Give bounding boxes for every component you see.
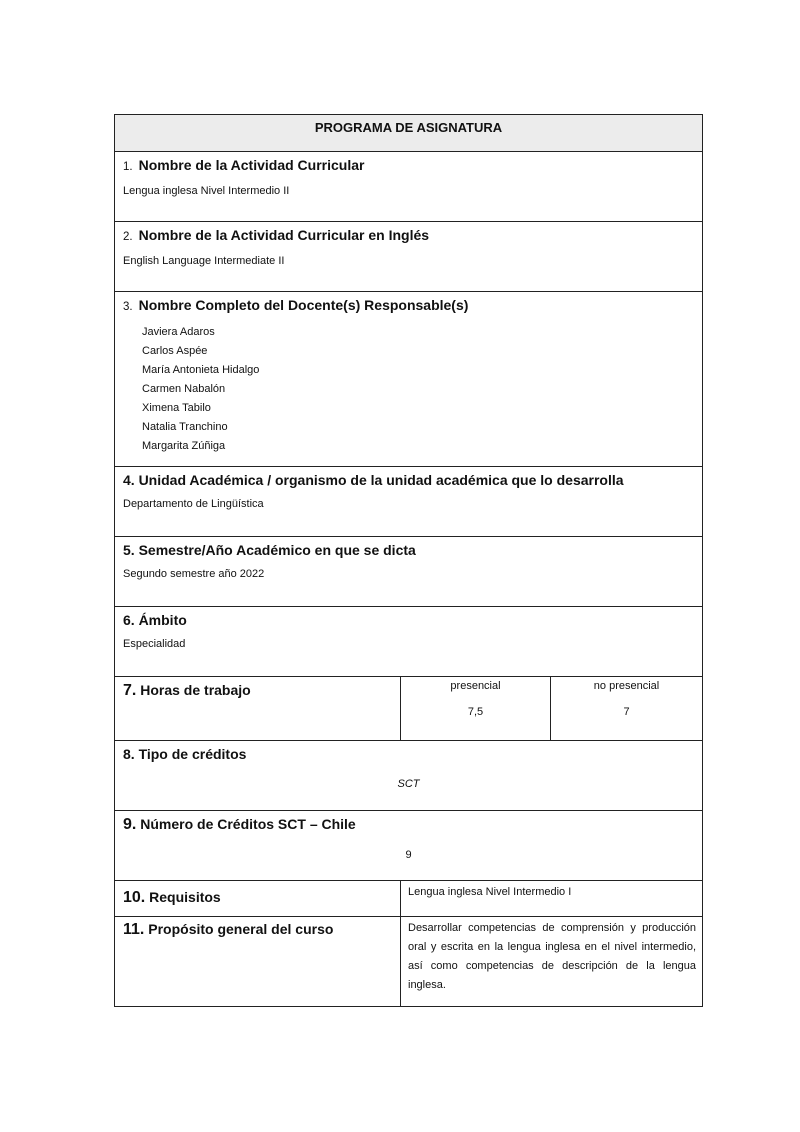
- section-1: [115, 152, 703, 222]
- section-4-heading: 4. Unidad Académica / organismo de la unidad académica que lo desarrolla: [123, 472, 624, 488]
- section-10-number: 10.: [123, 889, 146, 906]
- teacher-name: Carmen Nabalón: [142, 383, 226, 395]
- section-6-value: Especialidad: [123, 638, 186, 650]
- document-title: PROGRAMA DE ASIGNATURA: [115, 115, 703, 152]
- section-9-title: Número de Créditos SCT – Chile: [140, 816, 356, 832]
- hours-presencial-label: presencial: [450, 680, 501, 692]
- section-8-heading: 8. Tipo de créditos: [123, 746, 247, 762]
- section-10-title: Requisitos: [149, 889, 221, 905]
- section-8-value: SCT: [397, 778, 420, 790]
- section-9: [115, 811, 703, 881]
- section-2-heading: [115, 222, 702, 247]
- section-3-number: 3.: [123, 301, 133, 313]
- section-7-title: Horas de trabajo: [140, 682, 251, 698]
- hours-no-presencial-value: 7: [623, 706, 630, 718]
- section-6: [115, 607, 703, 677]
- section-3-title: Nombre Completo del Docente(s) Responsable(s): [138, 297, 469, 313]
- section-3: [115, 292, 703, 467]
- teacher-name: Javiera Adaros: [142, 326, 215, 338]
- teacher-name: Ximena Tabilo: [142, 402, 211, 414]
- section-2-number: 2.: [123, 231, 133, 243]
- section-10-value: Lengua inglesa Nivel Intermedio I: [408, 886, 572, 898]
- section-11-number: 11.: [123, 921, 145, 938]
- section-8: [115, 741, 703, 811]
- section-5-value: Segundo semestre año 2022: [123, 568, 265, 580]
- syllabus-document: [114, 114, 702, 1007]
- section-11: [115, 917, 703, 1007]
- teacher-list: [115, 317, 702, 464]
- teacher-name: Carlos Aspée: [142, 345, 208, 357]
- section-7-heading: [115, 677, 400, 701]
- section-10-heading: [115, 881, 400, 908]
- section-9-heading: [115, 811, 702, 835]
- section-7: [115, 677, 703, 741]
- section-1-title: Nombre de la Actividad Curricular: [138, 157, 365, 173]
- section-5-heading: 5. Semestre/Año Académico en que se dicta: [123, 542, 416, 558]
- section-11-value: Desarrollar competencias de comprensión y producción oral y escrita en la lengua inglesa en el nivel intermedio, así como competencias de descripción de la lengua inglesa.: [408, 922, 696, 991]
- section-10: [115, 881, 703, 917]
- section-11-title: Propósito general del curso: [148, 921, 334, 937]
- section-4-value: Departamento de Lingüística: [123, 498, 264, 510]
- hours-no-presencial-label: no presencial: [593, 680, 660, 692]
- section-3-heading: [115, 292, 702, 317]
- section-2-title: Nombre de la Actividad Curricular en Inglés: [138, 227, 430, 243]
- section-1-number: 1.: [123, 161, 133, 173]
- section-11-heading: [115, 917, 400, 940]
- section-9-number: 9.: [123, 816, 137, 833]
- section-9-value: 9: [405, 849, 412, 861]
- teacher-name: Natalia Tranchino: [142, 421, 228, 433]
- section-6-heading: 6. Ámbito: [123, 612, 187, 628]
- syllabus-table: [114, 114, 703, 1007]
- hours-presencial-value: 7,5: [467, 706, 484, 718]
- teacher-name: María Antonieta Hidalgo: [142, 364, 260, 376]
- section-2: [115, 222, 703, 292]
- section-7-number: 7.: [123, 682, 137, 699]
- section-1-value: Lengua inglesa Nivel Intermedio II: [123, 185, 290, 197]
- section-5: [115, 537, 703, 607]
- section-4: [115, 467, 703, 537]
- section-1-heading: [115, 152, 702, 177]
- teacher-name: Margarita Zúñiga: [142, 440, 226, 452]
- section-2-value: English Language Intermediate II: [123, 255, 285, 267]
